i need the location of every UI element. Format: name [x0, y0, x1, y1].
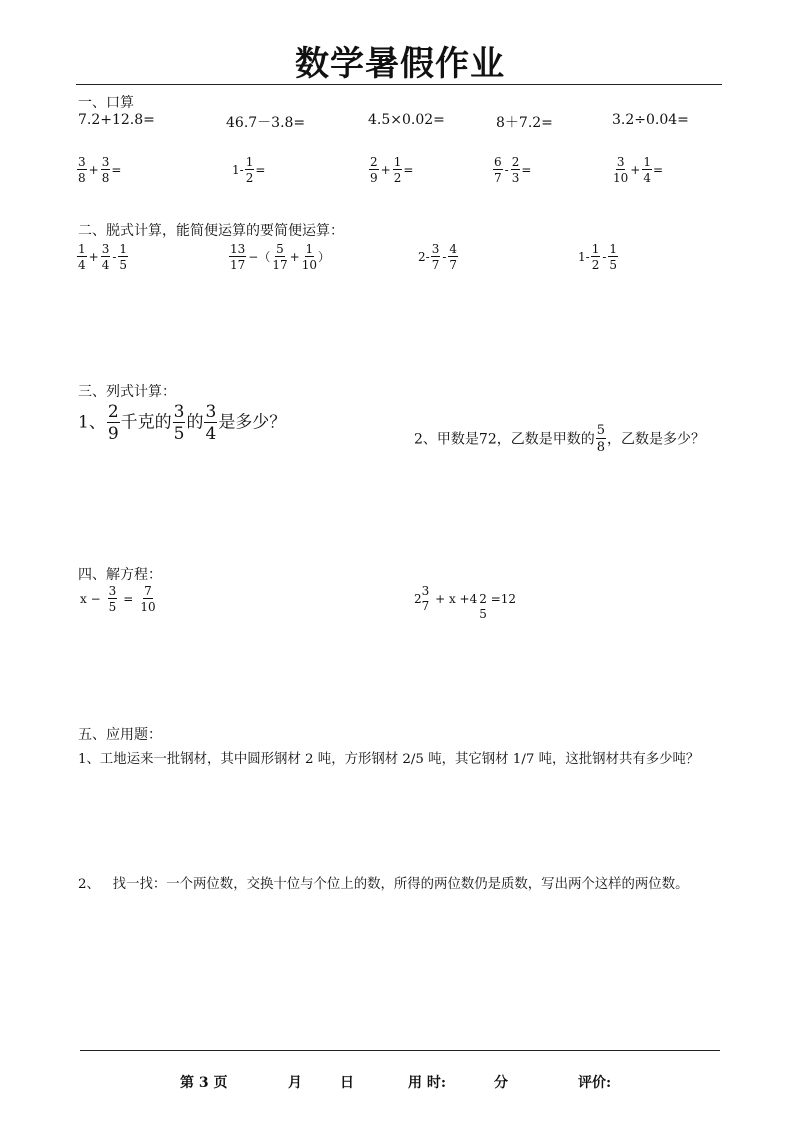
footer-day: 日 — [340, 1075, 354, 1091]
equation-2: 2 3 7 + x +4 2 5 =12 — [414, 584, 517, 621]
footer-rule — [80, 1050, 720, 1051]
calc-expression-3: 2- $\frac{3}{7}$ - $\frac{4}{7}$ — [418, 242, 458, 272]
oral-fraction-5: $\frac{3}{10}$ + $\frac{1}{4}$ = — [613, 155, 664, 185]
oral-item-4: 8＋7.2= — [496, 115, 553, 131]
application-question-1: 1、工地运来一批钢材，其中圆形钢材 2 吨，方形钢材 2/5 吨，其它钢材 1/7 吨，这批钢材共有多少吨？ — [78, 752, 700, 767]
oral-item-1: 7.2+12.8= — [78, 112, 155, 128]
oral-fraction-3: $\frac{2}{9}$ + $\frac{1}{2}$ = — [370, 155, 414, 185]
word-calc-question-2: 2、甲数是72，乙数是甲数的 $\frac{5}{8}$ ，乙数是多少？ — [414, 423, 706, 455]
calc-expression-4: 1- $\frac{1}{2}$ - $\frac{1}{5}$ — [578, 242, 618, 272]
calc-expression-1: $\frac{1}{4}$ + $\frac{3}{4}$ - $\frac{1}{5}$ — [78, 242, 128, 272]
oral-fraction-2: 1- $\frac{1}{2}$ = — [232, 155, 266, 185]
section2-heading: 二、脱式计算，能简便运算的要简便运算： — [78, 223, 344, 239]
oral-item-5: 3.2÷0.04= — [612, 112, 689, 128]
section3-heading: 三、列式计算： — [78, 384, 176, 400]
application-question-2: 2、 找一找：一个两位数，交换十位与个位上的数，所得的两位数仍是质数，写出两个这样的两位数。 — [78, 877, 689, 892]
oral-item-2: 46.7－3.8= — [226, 115, 306, 131]
footer-rating: 评价: — [578, 1075, 612, 1091]
equation-1: x − $\frac{3}{5}$ = $\frac{7}{10}$ — [80, 584, 156, 614]
oral-fraction-1: $\frac{3}{8}$ + $\frac{3}{8}$ = — [78, 155, 122, 185]
footer-page-number: 第 3 页 — [180, 1075, 228, 1091]
footer-minute: 分 — [494, 1075, 508, 1091]
calc-expression-2: $\frac{13}{17}$ −（ $\frac{5}{17}$ + $\frac{1}{10}$ ） — [230, 242, 330, 272]
oral-item-3: 4.5×0.02= — [368, 112, 445, 128]
oral-fraction-4: $\frac{6}{7}$ - $\frac{2}{3}$ = — [494, 155, 532, 185]
footer-month: 月 — [288, 1075, 302, 1091]
section5-heading: 五、应用题： — [78, 727, 162, 743]
top-rule — [76, 84, 722, 85]
page-title: 数学暑假作业 — [295, 44, 505, 84]
footer-time-used: 用 时: — [408, 1075, 447, 1091]
word-calc-question-1: 1、 $\frac{2}{9}$ 千克的 $\frac{3}{5}$ 的 $\frac{3}{4}$ 是多少？ — [78, 402, 287, 444]
section4-heading: 四、解方程： — [78, 567, 162, 583]
section1-heading: 一、口算 — [78, 95, 134, 111]
